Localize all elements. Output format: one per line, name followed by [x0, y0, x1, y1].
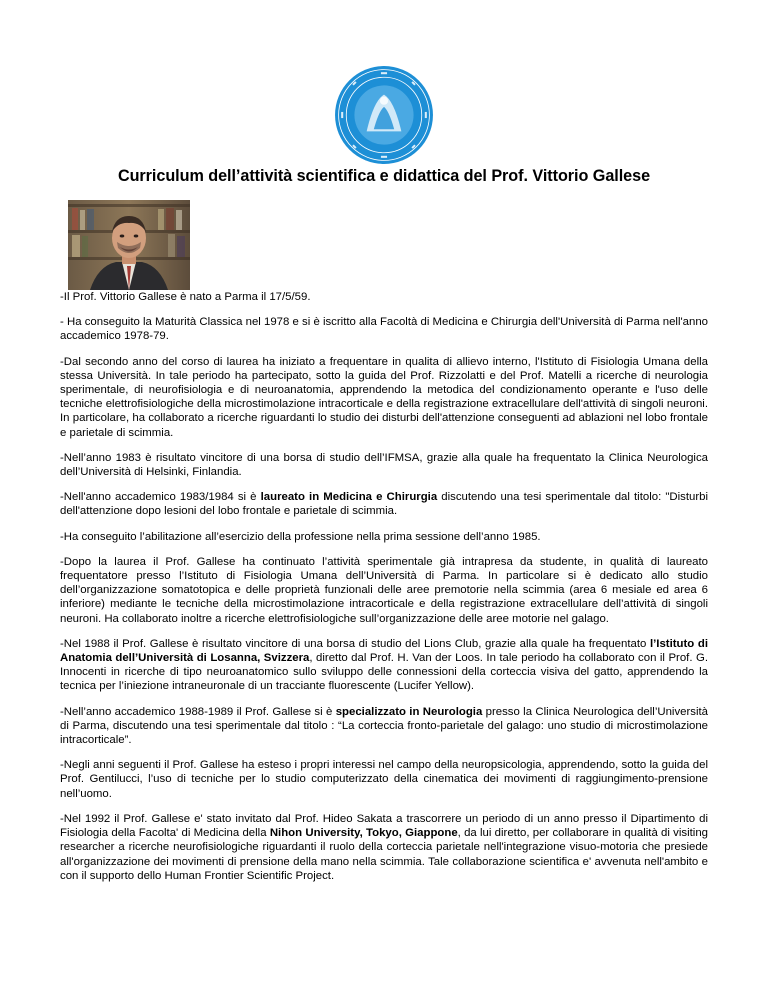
paragraph-text: -Nell’anno accademico 1988-1989 il Prof. Gallese si è — [60, 705, 336, 718]
cv-paragraph — [60, 555, 708, 626]
cv-paragraph — [60, 355, 708, 440]
bold-text: laureato in Medicina e Chirurgia — [260, 491, 438, 504]
cv-paragraph — [60, 490, 708, 518]
paragraph-text: - Ha conseguito la Maturità Classica nel 1978 e si è iscritto alla Facoltà di Medicina e Chirurgia dell'Università di Parma nell'anno accademico 1978-79. — [60, 316, 708, 343]
paragraph-text: -Dopo la laurea il Prof. Gallese ha continuato l’attività sperimentale già intrapresa da studente, in qualità di laureato frequentatore presso l’Istituto di Fisiologia Umana dell’Università di Parma. In particolare si è dedicato allo studio dell’organizzazione somatotopica e delle proprietà funzionali delle aree premotorie nella scimmia (area 6 mesiale ed area 6 inferiore) mediante le tecniche della microstimolazione intracorticale e della registrazione extracellulare dell’attività di singoli neuroni. Ha collaborato inoltre a ricerche elettrofisiologiche sull’organizzazione delle aree motorie nel galago. — [60, 555, 708, 625]
bold-text: Nihon University, Tokyo, Giappone — [269, 827, 458, 840]
paragraph-text: -Ha conseguito l’abilitazione all’esercizio della professione nella prima sessione dell’anno 1985. — [60, 530, 541, 543]
paragraph-text: , da lui diretto, per collaborare in qualità di visiting researcher a ricerche neurofisiologiche riguardanti il ruolo della corteccia parietale nell'integrazione visuo-motoria che presiede all'organizzazione dei movimenti di prensione della mano nella scimmia. Tale collaborazione scientifica e' avvenuta nell'ambito e con il supporto dello Human Frontier Scientific Project. — [60, 827, 709, 882]
cv-paragraph — [60, 812, 708, 883]
document-title: Curriculum dell’attività scientifica e didattica del Prof. Vittorio Gallese — [117, 167, 651, 185]
paragraph-text: -Dal secondo anno del corso di laurea ha iniziato a frequentare in qualita di allievo interno, l'Istituto di Fisiologia Umana della stessa Università. In tale periodo ha partecipato, sotto la guida del Prof. Rizzolatti e del Prof. Matelli a ricerche di neurologia sperimentale, di neurofisiologia e di neuroanatomia, apprendendo la metodica del condizionamento operante e l'uso delle tecniche elettrofisiologiche della microstimolazione intracorticale e della registrazione extracellulare dell'attività di singoli neuroni. In particolare, ha collaborato a ricerche riguardanti lo studio dei disturbi dell'attenzione conseguenti ad ablazioni nel lobo frontale e parietale di scimmia. — [60, 355, 708, 439]
paragraph-text: -Nel 1992 il Prof. Gallese e' stato invitato dal Prof. Hideo Sakata a trascorrere un periodo di un anno presso il Dipartimento di Fisiologia della Facolta' di Medicina della — [60, 812, 708, 840]
cv-paragraph — [60, 637, 708, 694]
portrait-photo — [68, 200, 190, 290]
bold-text: specializzato in Neurologia — [335, 705, 483, 718]
cv-paragraph — [60, 758, 708, 801]
cv-paragraph — [60, 315, 708, 343]
paragraph-text: presso la Clinica Neurologica dell’Università di Parma, discutendo una tesi sperimentale dal titolo : “La corteccia fronto-parietale del galago: uno studio di microstimolazione intracorticale”. — [60, 705, 708, 747]
document-body — [60, 290, 708, 894]
paragraph-text: -Negli anni seguenti il Prof. Gallese ha esteso i propri interessi nel campo della neuropsicologia, apprendendo, sotto la guida del Prof. Gentilucci, l’uso di tecniche per lo studio computerizzato della cinematica dei movimenti di raggiungimento-prensione nell’uomo. — [60, 759, 708, 800]
paragraph-text: discutendo una tesi sperimentale dal titolo: "Disturbi dell'attenzione dopo lesioni del lobo frontale e parietale di scimmia. — [60, 491, 708, 518]
university-seal-icon — [333, 64, 435, 166]
paragraph-text: -Nel 1988 il Prof. Gallese è risultato vincitore di una borsa di studio del Lions Club, grazie alla quale ha frequentato — [60, 637, 650, 650]
cv-paragraph — [60, 451, 708, 479]
paragraph-text: -Il Prof. Vittorio Gallese è nato a Parma il 17/5/59. — [60, 291, 311, 303]
paragraph-text: -Nell’anno 1983 è risultato vincitore di una borsa di studio dell’IFMSA, grazie alla quale ha frequentato la Clinica Neurologica dell’Università di Helsinki, Finlandia. — [60, 451, 708, 479]
paragraph-text: , diretto dal Prof. H. Van der Loos. In tale periodo ha collaborato con il Prof. G. Innocenti in ricerche di tipo neuroanatomico sullo sviluppo delle connessioni della corteccia visiva del gatto, apprendendo la tecnica per l’iniezione intraneuronale di un tracciante fluorescente (Lucifer Yellow). — [60, 652, 708, 693]
bold-text: l’Istituto di Anatomia dell’Università di Losanna, Svizzera — [60, 637, 708, 665]
cv-paragraph — [60, 705, 708, 748]
cv-paragraph — [60, 530, 708, 544]
paragraph-text: -Nell'anno accademico 1983/1984 si è — [60, 491, 261, 504]
cv-paragraph — [60, 290, 708, 304]
